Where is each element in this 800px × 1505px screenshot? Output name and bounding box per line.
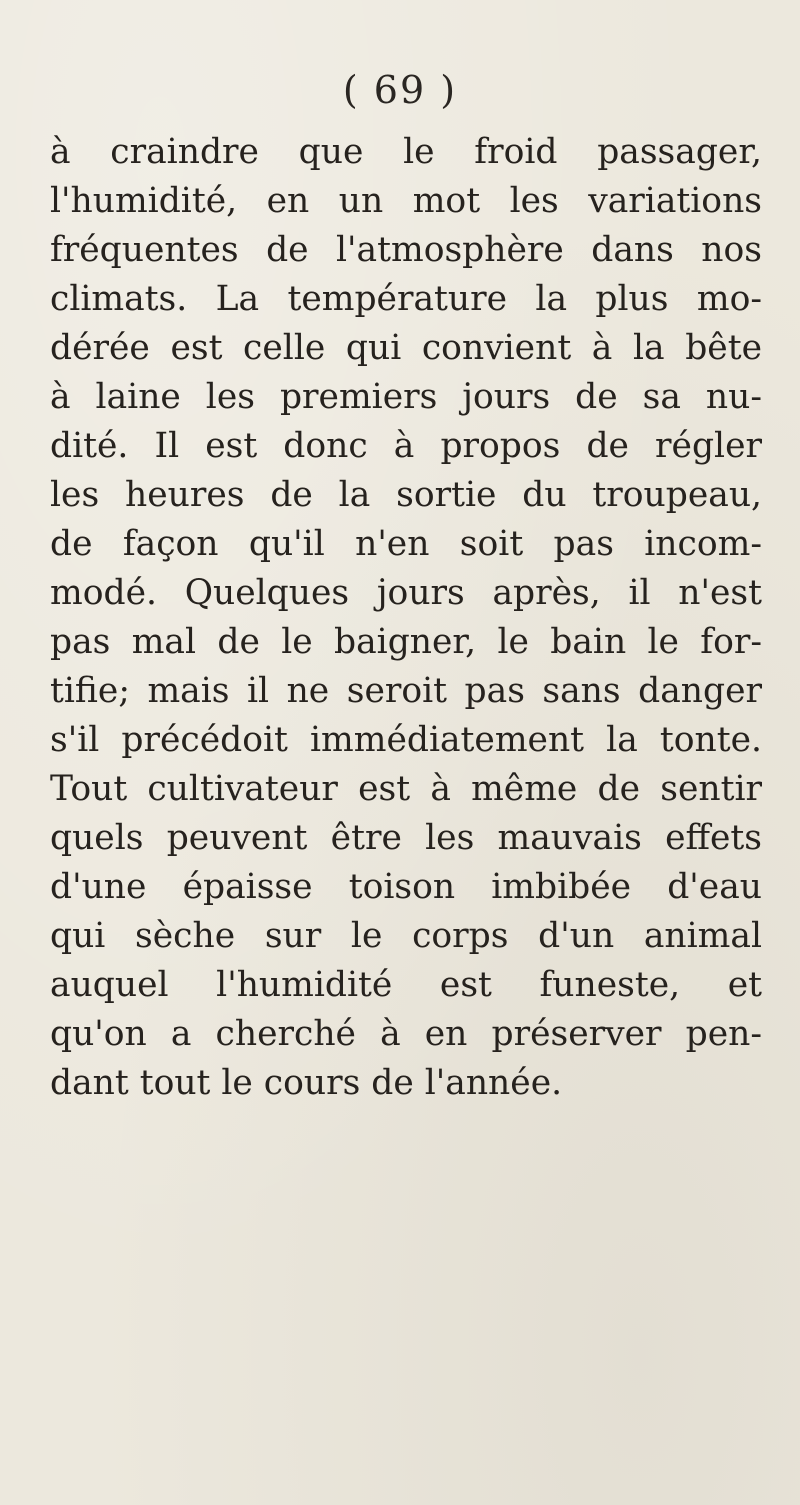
text-line: tifie; mais il ne seroit pas sans danger <box>50 671 762 711</box>
text-line: dérée est celle qui convient à la bête <box>50 328 762 368</box>
page-number: ( 69 ) <box>342 68 458 112</box>
body-text <box>50 128 762 1108</box>
text-line: s'il précédoit immédiatement la tonte. <box>50 720 762 760</box>
text-line: à laine les premiers jours de sa nu- <box>50 377 762 417</box>
text-line: climats. La température la plus mo- <box>50 279 762 319</box>
text-line: pas mal de le baigner, le bain le for- <box>50 622 762 662</box>
text-line: l'humidité, en un mot les variations <box>50 181 762 221</box>
text-line: fréquentes de l'atmosphère dans nos <box>50 230 762 270</box>
text-line: les heures de la sortie du troupeau, <box>50 475 762 515</box>
text-line: d'une épaisse toison imbibée d'eau <box>50 867 762 907</box>
text-line: Tout cultivateur est à même de sentir <box>50 769 762 809</box>
text-line: dité. Il est donc à propos de régler <box>50 426 762 466</box>
text-line: qu'on a cherché à en préserver pen- <box>50 1014 762 1054</box>
text-line: modé. Quelques jours après, il n'est <box>50 573 762 613</box>
text-line: dant tout le cours de l'année. <box>50 1063 563 1103</box>
text-line: de façon qu'il n'en soit pas incom- <box>50 524 762 564</box>
text-line: auquel l'humidité est funeste, et <box>50 965 762 1005</box>
text-line: qui sèche sur le corps d'un animal <box>50 916 762 956</box>
text-line: à craindre que le froid passager, <box>50 132 762 172</box>
text-line: quels peuvent être les mauvais effets <box>50 818 762 858</box>
